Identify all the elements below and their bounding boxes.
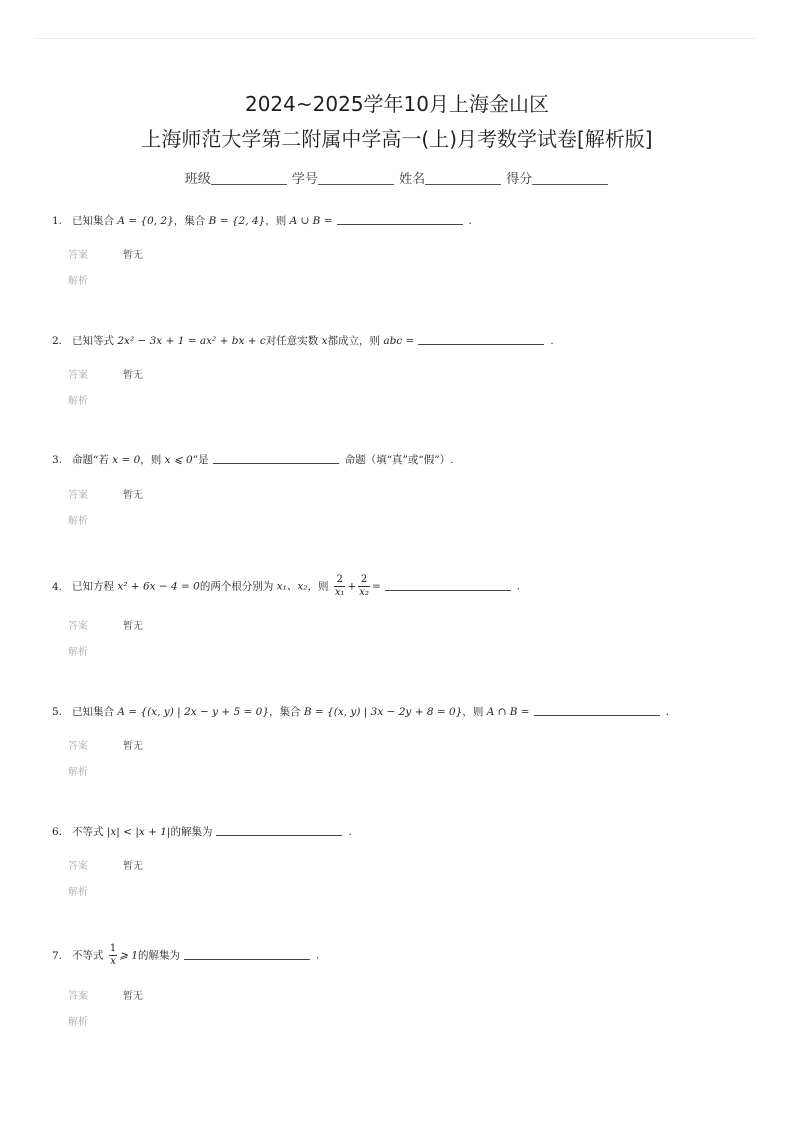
analysis-row [68, 392, 123, 407]
fraction: $\frac{2}{\text{x₂}}$ [359, 574, 369, 598]
analysis-row [68, 643, 123, 658]
math: A = {0, 2} [117, 215, 174, 227]
math: abc = [383, 335, 415, 347]
answer-value: 暂无 [123, 250, 143, 261]
answer-blank[interactable] [418, 334, 544, 345]
answer-label: 答案 [68, 741, 88, 752]
student-id-field[interactable] [318, 171, 394, 185]
question-5: 5. 已知集合 A = {(x, y) | 2x − y + 5 = 0}，集合 B = {(x, y) | 3x − 2y + 8 = 0}，则 A ∩ B = . [52, 703, 752, 721]
exam-title-line2: 上海师范大学第二附属中学高一(上)月考数学试卷[解析版] [141, 127, 653, 151]
answer-row [68, 246, 143, 261]
answer-blank[interactable] [216, 825, 342, 836]
analysis-label: 解析 [68, 767, 88, 778]
math: A ∩ B = [486, 706, 530, 718]
math: B = {2, 4} [208, 215, 266, 227]
analysis-label: 解析 [68, 396, 88, 407]
student-id-label: 学号 [291, 172, 318, 187]
analysis-row [68, 883, 123, 898]
math: B = {(x, y) | 3x − 2y + 8 = 0} [303, 706, 463, 718]
math: |x| < |x + 1| [106, 826, 171, 838]
math: x = 0 [112, 454, 141, 466]
analysis-row [68, 763, 123, 778]
answer-blank[interactable] [385, 580, 511, 591]
class-field[interactable] [211, 171, 287, 185]
fraction: $\frac{2}{\text{x₁}}$ [334, 574, 345, 598]
math: x₁、x₂ [276, 580, 308, 593]
answer-row [68, 987, 143, 1002]
answer-label: 答案 [68, 621, 88, 632]
class-label: 班级 [184, 172, 211, 187]
answer-row [68, 617, 143, 632]
answer-blank[interactable] [184, 949, 310, 960]
analysis-label: 解析 [68, 887, 88, 898]
math: A ∪ B = [289, 215, 333, 227]
fraction: $\frac{1}{x}$ [109, 943, 117, 967]
answer-value: 暂无 [123, 861, 143, 872]
name-field[interactable] [425, 171, 501, 185]
analysis-label: 解析 [68, 516, 88, 527]
analysis-row [68, 1013, 123, 1028]
answer-blank[interactable] [213, 453, 339, 464]
name-label: 姓名 [399, 172, 426, 187]
question-7: 7. 不等式 $\frac{1}{x}$ ⩾ 1的解集为 . [52, 943, 320, 967]
exam-title-line1: 2024~2025学年10月上海金山区 [244, 92, 549, 116]
analysis-label: 解析 [68, 647, 88, 658]
answer-value: 暂无 [123, 991, 143, 1002]
answer-row [68, 857, 143, 872]
answer-value: 暂无 [123, 621, 143, 632]
math: 2x² − 3x + 1 = ax² + bx + c [117, 335, 266, 347]
question-number: 5. [52, 706, 63, 718]
question-number: 2. [52, 335, 63, 347]
score-label: 得分 [506, 172, 533, 187]
question-number: 3. [52, 454, 63, 466]
answer-label: 答案 [68, 250, 88, 261]
answer-row [68, 486, 143, 501]
question-2: 2. 已知等式 2x² − 3x + 1 = ax² + bx + c对任意实数 x都成立，则 abc = . [52, 332, 752, 350]
question-number: 6. [52, 826, 63, 838]
question-4: 4. 已知方程 x² + 6x − 4 = 0的两个根分别为 x₁、x₂，则 $\frac{2}{\text{x₁}}$ + $\frac{2}{\text{x₂}}$ = . [52, 574, 521, 598]
math: x ⩽ 0 [164, 454, 193, 466]
math: ⩾ 1 [119, 949, 139, 962]
answer-label: 答案 [68, 991, 88, 1002]
answer-label: 答案 [68, 370, 88, 381]
answer-row [68, 366, 143, 381]
answer-value: 暂无 [123, 490, 143, 501]
math: x² + 6x − 4 = 0 [117, 580, 200, 593]
analysis-row [68, 272, 123, 287]
analysis-label: 解析 [68, 276, 88, 287]
answer-label: 答案 [68, 490, 88, 501]
question-number: 4. [52, 580, 63, 593]
answer-value: 暂无 [123, 370, 143, 381]
question-1: 1. 已知集合 A = {0, 2}，集合 B = {2, 4}，则 A ∪ B = . [52, 212, 752, 230]
question-number: 7. [52, 949, 63, 962]
analysis-row [68, 512, 123, 527]
answer-blank[interactable] [337, 214, 463, 225]
answer-blank[interactable] [534, 705, 660, 716]
analysis-label: 解析 [68, 1017, 88, 1028]
top-divider [36, 38, 758, 39]
answer-label: 答案 [68, 861, 88, 872]
math: A = {(x, y) | 2x − y + 5 = 0} [117, 706, 270, 718]
question-number: 1. [52, 215, 63, 227]
answer-row [68, 737, 143, 752]
answer-value: 暂无 [123, 741, 143, 752]
score-field[interactable] [532, 171, 608, 185]
student-info-line [0, 168, 794, 187]
math: x [321, 335, 328, 347]
question-3: 3. 命题“若 x = 0，则 x ⩽ 0”是 命题（填“真”或“假”）. [52, 451, 752, 469]
question-6: 6. 不等式 |x| < |x + 1|的解集为 . [52, 823, 752, 841]
